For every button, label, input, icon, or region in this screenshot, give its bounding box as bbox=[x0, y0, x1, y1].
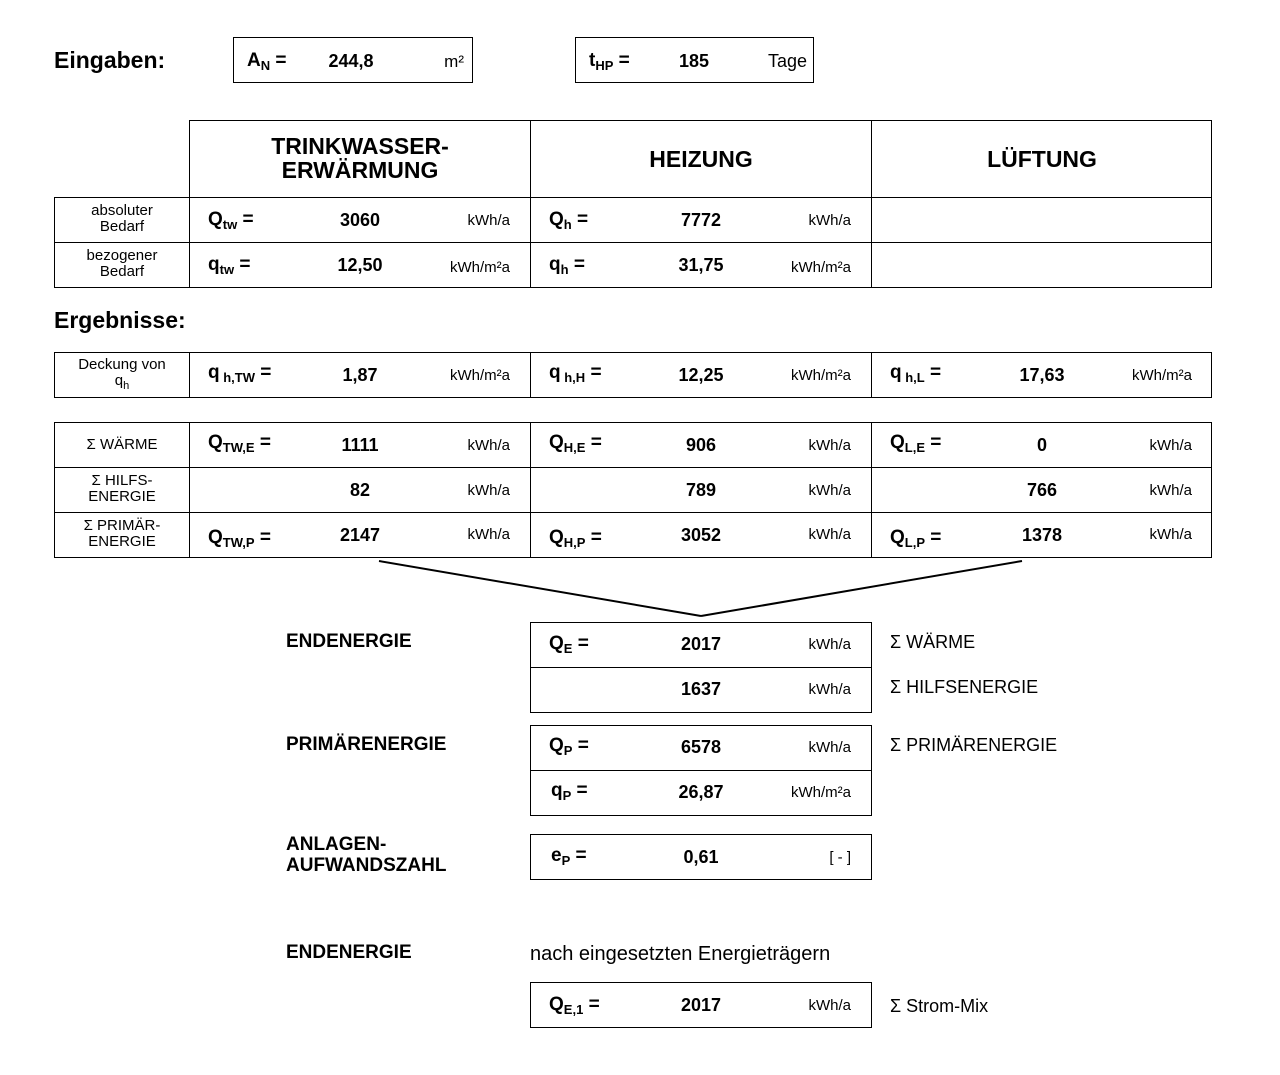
cell-qh-symbol: $Q_h$ = bbox=[549, 209, 589, 232]
cell-qh-l-unit: kWh/m²a bbox=[1132, 367, 1192, 384]
qe-note: Σ WÄRME bbox=[890, 632, 976, 652]
input-heating-period-symbol: $t_{HP}$ = bbox=[589, 50, 630, 73]
results-title: Ergebnisse: bbox=[54, 307, 186, 333]
cell-qh-spez-symbol: $q_h$ = bbox=[549, 254, 585, 277]
cell-qh-tw-unit: kWh/m²a bbox=[450, 367, 510, 384]
cell-qtw-unit: kWh/a bbox=[467, 212, 510, 229]
hilfsenergie-total-note: Σ HILFSENERGIE bbox=[890, 677, 1039, 697]
cell-qh-h-symbol: q $_{h,H}$ = bbox=[549, 362, 602, 385]
cell-hilfs-l-unit: kWh/a bbox=[1149, 482, 1192, 499]
cell-qtw-symbol: $Q_{tw}$ = bbox=[208, 209, 254, 232]
input-area-unit: m² bbox=[444, 52, 464, 71]
column-header-lueftung: LÜFTUNG bbox=[987, 146, 1097, 172]
row-label-primaerenergie: Σ PRIMÄR- ENERGIE bbox=[83, 517, 161, 550]
cell-qhp-unit: kWh/a bbox=[808, 526, 851, 543]
cell-qtw-spez-symbol: $q_{tw}$ = bbox=[208, 254, 251, 277]
cell-qh-h-value: 12,25 bbox=[678, 365, 724, 385]
cell-qhe-value: 906 bbox=[685, 435, 717, 455]
input-heating-period-unit: Tage bbox=[767, 51, 807, 71]
input-heating-period-value: 185 bbox=[678, 51, 710, 71]
cell-qh-tw-symbol: q $_{h,TW}$ = bbox=[208, 362, 272, 385]
ep-unit: [ - ] bbox=[829, 849, 851, 866]
cell-qtwp-unit: kWh/a bbox=[467, 526, 510, 543]
qe-value: 2017 bbox=[680, 634, 722, 654]
cell-qtwe-value: 1111 bbox=[341, 435, 379, 455]
cell-qh-value: 7772 bbox=[680, 210, 722, 230]
cell-qle-value: 0 bbox=[1036, 435, 1047, 455]
cell-hilfs-tw-unit: kWh/a bbox=[467, 482, 510, 499]
cell-qlp-unit: kWh/a bbox=[1149, 526, 1192, 543]
endenergie-title: ENDENERGIE bbox=[286, 631, 412, 652]
qe1-note: Σ Strom-Mix bbox=[890, 996, 989, 1016]
cell-qtw-value: 3060 bbox=[339, 210, 381, 230]
hilfsenergie-total-unit: kWh/a bbox=[808, 681, 851, 698]
cell-qtw-spez-value: 12,50 bbox=[337, 255, 383, 275]
cell-qle-symbol: $Q_{L,E}$ = bbox=[890, 432, 942, 455]
cell-qhe-symbol: $Q_{H,E}$ = bbox=[549, 432, 602, 455]
qe-symbol: $Q_E$ = bbox=[549, 633, 589, 656]
input-area-symbol: $A_N$ = bbox=[247, 50, 287, 73]
cell-qtwe-symbol: $Q_{TW,E}$ = bbox=[208, 432, 271, 455]
row-label-bezogener-bedarf: bezogener Bedarf bbox=[86, 247, 158, 280]
column-header-heizung: HEIZUNG bbox=[649, 146, 753, 172]
qp-symbol: $Q_P$ = bbox=[549, 735, 589, 758]
cell-qtw-spez-unit: kWh/m²a bbox=[450, 259, 510, 276]
row-label-waerme: Σ WÄRME bbox=[86, 436, 158, 453]
row-label-absoluter-bedarf: absoluter Bedarf bbox=[91, 202, 153, 235]
qp-note: Σ PRIMÄRENERGIE bbox=[890, 735, 1058, 755]
primaerenergie-title: PRIMÄRENERGIE bbox=[286, 734, 447, 755]
ep-value: 0,61 bbox=[683, 847, 719, 867]
cell-hilfs-h-unit: kWh/a bbox=[808, 482, 851, 499]
cell-qle-unit: kWh/a bbox=[1149, 437, 1192, 454]
cell-qlp-symbol: $Q_{L,P}$ = bbox=[890, 527, 942, 550]
qe1-unit: kWh/a bbox=[808, 997, 851, 1014]
row-label-deckung: Deckung von $q_h$ bbox=[78, 356, 166, 392]
qe-unit: kWh/a bbox=[808, 636, 851, 653]
cell-qh-spez-value: 31,75 bbox=[678, 255, 724, 275]
cell-hilfs-tw-value: 82 bbox=[349, 480, 371, 500]
traeger-title: ENDENERGIE bbox=[286, 942, 412, 963]
cell-qtwp-symbol: $Q_{TW,P}$ = bbox=[208, 527, 271, 550]
cell-hilfs-l-value: 766 bbox=[1026, 480, 1058, 500]
input-area-value: 244,8 bbox=[328, 51, 374, 71]
cell-qhe-unit: kWh/a bbox=[808, 437, 851, 454]
ep-symbol: $e_P$ = bbox=[551, 845, 587, 868]
row-label-hilfsenergie: Σ HILFS- ENERGIE bbox=[88, 472, 156, 505]
qp-spez-symbol: $q_P$ = bbox=[551, 780, 588, 803]
qe1-symbol: $Q_{E,1}$ = bbox=[549, 994, 600, 1017]
qe1-value: 2017 bbox=[680, 995, 722, 1015]
cell-qh-h-unit: kWh/m²a bbox=[791, 367, 851, 384]
cell-qh-l-symbol: q $_{h,L}$ = bbox=[890, 362, 942, 385]
qp-spez-unit: kWh/m²a bbox=[791, 784, 851, 801]
aufwandszahl-title: ANLAGEN- AUFWANDSZAHL bbox=[286, 834, 447, 876]
hilfsenergie-total-value: 1637 bbox=[680, 679, 722, 699]
qp-value: 6578 bbox=[680, 737, 722, 757]
column-header-trinkwasser: TRINKWASSER- ERWÄRMUNG bbox=[271, 133, 449, 183]
cell-hilfs-h-value: 789 bbox=[685, 480, 717, 500]
qp-spez-value: 26,87 bbox=[678, 782, 724, 802]
inputs-title: Eingaben: bbox=[54, 47, 166, 73]
cell-qhp-symbol: $Q_{H,P}$ = bbox=[549, 527, 602, 550]
qp-unit: kWh/a bbox=[808, 739, 851, 756]
cell-qhp-value: 3052 bbox=[680, 525, 722, 545]
cell-qh-tw-value: 1,87 bbox=[342, 365, 378, 385]
cell-qtwe-unit: kWh/a bbox=[467, 437, 510, 454]
cell-qh-l-value: 17,63 bbox=[1019, 365, 1065, 385]
cell-qtwp-value: 2147 bbox=[339, 525, 381, 545]
traeger-subtitle: nach eingesetzten Energieträgern bbox=[530, 943, 831, 965]
cell-qh-spez-unit: kWh/m²a bbox=[791, 259, 851, 276]
cell-qh-unit: kWh/a bbox=[808, 212, 851, 229]
cell-qlp-value: 1378 bbox=[1021, 525, 1063, 545]
